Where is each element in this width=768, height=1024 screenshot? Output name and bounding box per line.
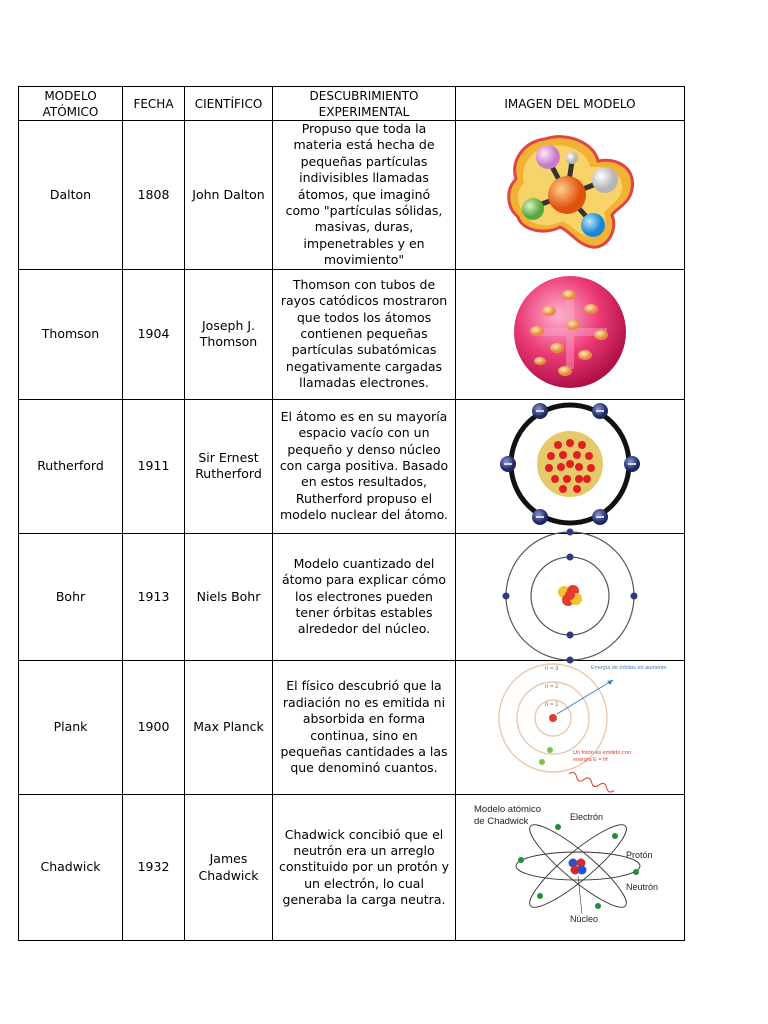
table-row-rutherford (19, 399, 685, 533)
cell-scientist: John Dalton (185, 121, 273, 270)
cell-model: Thomson (19, 269, 123, 399)
dalton-atom-orange (548, 176, 586, 214)
cell-scientist: Joseph J. Thomson (185, 269, 273, 399)
thomson-model-image (505, 273, 635, 391)
chadwick-label-neutron: Neutrón (626, 882, 659, 893)
planck-energy-arrow (557, 680, 613, 714)
cell-image (456, 399, 685, 533)
dalton-model-image (500, 131, 640, 255)
table-row-thomson (19, 269, 685, 399)
table-row-planck (19, 661, 685, 795)
chadwick-model-image (470, 800, 670, 930)
dalton-atom-blue (581, 213, 605, 237)
planck-model-image (495, 662, 667, 788)
cell-date: 1913 (123, 533, 185, 660)
cell-image (456, 121, 685, 270)
bohr-model-image (500, 534, 640, 656)
cell-image (456, 533, 685, 660)
cell-scientist: James Chadwick (185, 795, 273, 941)
planck-photon-note-2: energía E = hf (573, 757, 608, 764)
planck-photon-wave (568, 772, 615, 794)
header-model: MODELO ATÓMICO (19, 87, 123, 121)
cell-discovery: Chadwick concibió que el neutrón era un arreglo constituido por un protón y un electrón, lo cual generaba la carga neutra. (273, 795, 456, 941)
planck-nucleus (549, 714, 557, 722)
cell-scientist: Sir Ernest Rutherford (185, 399, 273, 533)
chadwick-label-proton: Protón (626, 850, 653, 861)
planck-electron (547, 747, 553, 753)
cell-model: Chadwick (19, 795, 123, 941)
cell-image (456, 795, 685, 941)
cell-model: Dalton (19, 121, 123, 270)
dalton-atom-pink (536, 145, 560, 169)
cell-scientist: Niels Bohr (185, 533, 273, 660)
cell-date: 1808 (123, 121, 185, 270)
cell-scientist: Max Planck (185, 661, 273, 795)
cell-discovery: Modelo cuantizado del átomo para explicar cómo los electrones pueden tener órbitas estables alrededor del núcleo. (273, 533, 456, 660)
dalton-atom-green (522, 198, 544, 220)
cell-image (456, 269, 685, 399)
cell-discovery: Propuso que toda la materia está hecha de pequeñas partículas indivisibles llamadas átomos, que imaginó como "partículas sólidas, masivas, duras, impenetrables y en movimiento" (273, 121, 456, 270)
chadwick-label-electron: Electrón (570, 812, 604, 823)
header-row (19, 87, 685, 121)
atomic-models-table (18, 86, 685, 941)
cell-discovery: El físico descubrió que la radiación no es emitida ni absorbida en forma continua, sino en pequeñas cantidades a las que denominó cuantos. (273, 661, 456, 795)
cell-date: 1911 (123, 399, 185, 533)
cell-discovery: El átomo es en su mayoría espacio vacío con un pequeño y denso núcleo con carga positiva. Basado en estos resultados, Rutherford propuso el modelo nuclear del átomo. (273, 399, 456, 533)
chadwick-title-2: de Chadwick (474, 816, 529, 828)
chadwick-title-1: Modelo atómico (474, 804, 542, 816)
chadwick-nucleus (569, 859, 587, 875)
rutherford-model-image (495, 401, 645, 527)
table-row-dalton (19, 121, 685, 270)
header-image: IMAGEN DEL MODELO (456, 87, 685, 121)
dalton-atom-grey (592, 167, 618, 193)
cell-image (456, 661, 685, 795)
cell-date: 1904 (123, 269, 185, 399)
header-date: FECHA (123, 87, 185, 121)
table-row-bohr (19, 533, 685, 660)
planck-level-1: n = 1 (545, 702, 559, 709)
planck-level-3: n = 3 (545, 666, 559, 673)
planck-energy-note: Energía de órbitas en aumento (591, 665, 667, 672)
cell-discovery: Thomson con tubos de rayos catódicos mostraron que todos los átomos contienen pequeñas partículas subatómicas negativamente cargadas llamadas electrones. (273, 269, 456, 399)
planck-level-2: n = 2 (545, 684, 559, 691)
chadwick-label-nucleus: Núcleo (570, 914, 599, 925)
bohr-nucleus (558, 585, 582, 606)
cell-date: 1932 (123, 795, 185, 941)
cell-model: Bohr (19, 533, 123, 660)
planck-photon-note-1: Un fotón es emitido con (573, 750, 631, 757)
header-discovery: DESCUBRIMIENTO EXPERIMENTAL (273, 87, 456, 121)
cell-date: 1900 (123, 661, 185, 795)
cell-model: Plank (19, 661, 123, 795)
cell-model: Rutherford (19, 399, 123, 533)
header-scientist: CIENTÍFICO (185, 87, 273, 121)
table-row-chadwick (19, 795, 685, 941)
